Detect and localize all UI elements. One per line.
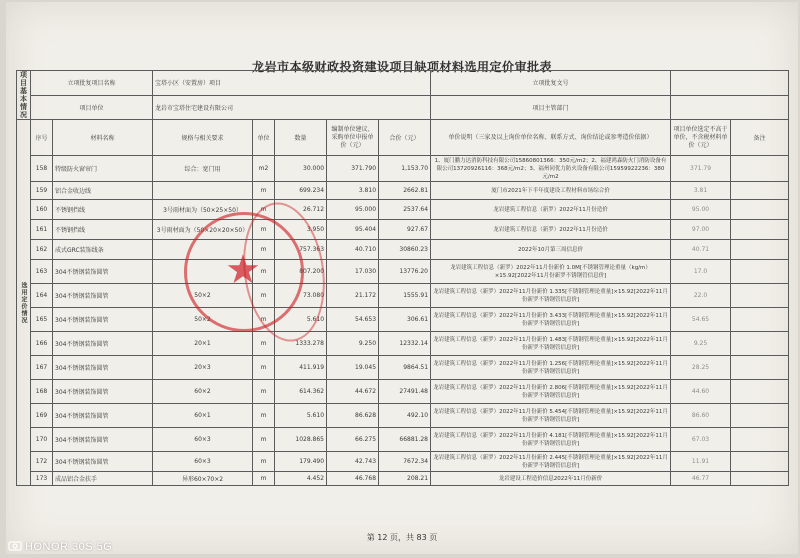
row-qty: 1028.865 bbox=[275, 428, 327, 452]
table-row bbox=[17, 240, 789, 260]
row-unit-price: 17.030 bbox=[327, 260, 379, 284]
row-spec: 异形60×70×2 bbox=[153, 472, 253, 486]
row-remark bbox=[731, 428, 789, 452]
row-price-source: 1、厦门鹏力达消防科技有限公司15860801366：350元/m2；2、福建鸿森防火门消防设备有限公司13720926116：368元/m2；3、福州同优力防火设备有限公司15959922236：380元/m2 bbox=[431, 156, 671, 182]
row-approved-price: 54.65 bbox=[671, 308, 731, 332]
row-seq: 163 bbox=[31, 260, 53, 284]
camera-watermark bbox=[8, 540, 112, 553]
row-seq: 164 bbox=[31, 284, 53, 308]
col-remark: 备注 bbox=[731, 120, 789, 156]
row-price-source: 2022年10月第三周信息价 bbox=[431, 240, 671, 260]
side-label-basic: 项目基本情况 bbox=[17, 71, 31, 120]
row-approved-price: 95.00 bbox=[671, 200, 731, 220]
row-total: 66881.28 bbox=[379, 428, 431, 452]
row-spec: 综合：宽门用 bbox=[153, 156, 253, 182]
row-material-name: 不锈钢挡线 bbox=[53, 200, 153, 220]
table-row bbox=[17, 260, 789, 284]
row-price-source: 龙岩建筑工程信息（新罗）2022年11月份新价 1.483[不锈钢管理论重量]×15.92[2022年11月份新罗不锈钢管信息价] bbox=[431, 332, 671, 356]
row-unit-price: 95.404 bbox=[327, 220, 379, 240]
row-qty: 5.610 bbox=[275, 404, 327, 428]
row-qty: 411.919 bbox=[275, 356, 327, 380]
row-unit: m bbox=[253, 284, 275, 308]
row-price-source: 龙岩建筑工程信息（新罗）2022年11月份新价 1.0M[不锈钢管理论重量（kg/m）×15.92[2022年11月份新罗不锈钢管信息价] bbox=[431, 260, 671, 284]
row-total: 27491.48 bbox=[379, 380, 431, 404]
row-material-name: 不锈钢挡线 bbox=[53, 220, 153, 240]
row-material-name: 304不锈钢装饰圆管 bbox=[53, 356, 153, 380]
row-spec: 60×1 bbox=[153, 404, 253, 428]
row-seq: 170 bbox=[31, 428, 53, 452]
row-seq: 161 bbox=[31, 220, 53, 240]
row-qty: 699.234 bbox=[275, 182, 327, 200]
table-row bbox=[17, 156, 789, 182]
row-material-name: 成品铝合金扶手 bbox=[53, 472, 153, 486]
row-total: 13776.20 bbox=[379, 260, 431, 284]
row-remark bbox=[731, 220, 789, 240]
row-total: 9864.51 bbox=[379, 356, 431, 380]
row-approved-price: 17.0 bbox=[671, 260, 731, 284]
row-approved-price: 11.91 bbox=[671, 452, 731, 472]
row-unit: m bbox=[253, 182, 275, 200]
row-total: 208.21 bbox=[379, 472, 431, 486]
row-unit-price: 86.628 bbox=[327, 404, 379, 428]
row-material-name: 304不锈钢装饰圆管 bbox=[53, 332, 153, 356]
row-spec bbox=[153, 182, 253, 200]
row-approved-price: 44.60 bbox=[671, 380, 731, 404]
row-unit: m bbox=[253, 308, 275, 332]
row-spec: 60×3 bbox=[153, 452, 253, 472]
row-qty: 3.950 bbox=[275, 220, 327, 240]
col-name: 材料名称 bbox=[53, 120, 153, 156]
page-indicator: 第 12 页，共 83 页 bbox=[366, 533, 438, 542]
row-spec: 50×2 bbox=[153, 308, 253, 332]
row-seq: 158 bbox=[31, 156, 53, 182]
row-material-name: 304不锈钢装饰圆管 bbox=[53, 428, 153, 452]
row-approved-price: 3.81 bbox=[671, 182, 731, 200]
col-approved: 项目单位选定不高于单价，不含税材料单价（元） bbox=[671, 120, 731, 156]
row-material-name: 铝合金收边线 bbox=[53, 182, 153, 200]
row-seq: 168 bbox=[31, 380, 53, 404]
row-total: 306.61 bbox=[379, 308, 431, 332]
row-remark bbox=[731, 200, 789, 220]
row-approved-price: 46.77 bbox=[671, 472, 731, 486]
row-total: 12332.14 bbox=[379, 332, 431, 356]
row-unit: m bbox=[253, 220, 275, 240]
row-price-source: 厦门市2021年下半年度建设工程材料市场综合价 bbox=[431, 182, 671, 200]
row-remark bbox=[731, 404, 789, 428]
row-unit: m bbox=[253, 356, 275, 380]
row-qty: 1333.278 bbox=[275, 332, 327, 356]
row-spec: 3号雨材面为（50×20×20×50） bbox=[153, 220, 253, 240]
row-unit: m bbox=[253, 200, 275, 220]
row-price-source: 龙岩建筑工程信息（新罗）2022年11月份新价 2.806[不锈钢管理论重量]×15.92[2022年11月份新罗不锈钢管信息价] bbox=[431, 380, 671, 404]
row-remark bbox=[731, 356, 789, 380]
col-spec: 规格与相关要求 bbox=[153, 120, 253, 156]
row-material-name: 304不锈钢装饰圆管 bbox=[53, 452, 153, 472]
table-row bbox=[17, 220, 789, 240]
row-price-source: 龙岩建筑工程信息（新罗）2022年11月份新价 1.256[不锈钢管理论重量]×15.92[2022年11月份新罗不锈钢管信息价] bbox=[431, 356, 671, 380]
row-qty: 757.363 bbox=[275, 240, 327, 260]
row-seq: 162 bbox=[31, 240, 53, 260]
row-approved-price: 28.25 bbox=[671, 356, 731, 380]
row-unit-price: 44.672 bbox=[327, 380, 379, 404]
col-unit: 单位 bbox=[253, 120, 275, 156]
row-unit-price: 40.710 bbox=[327, 240, 379, 260]
row-spec: 20×1 bbox=[153, 332, 253, 356]
col-qty: 数量 bbox=[275, 120, 327, 156]
row-unit-price: 371.790 bbox=[327, 156, 379, 182]
document-title: 龙岩市本级财政投资建设项目缺项材料选用定价审批表 bbox=[251, 60, 552, 74]
row-seq: 172 bbox=[31, 452, 53, 472]
row-qty: 807.200 bbox=[275, 260, 327, 284]
row-price-source: 龙岩建筑工程信息（新罗）2022年11月份造价 bbox=[431, 220, 671, 240]
row-approved-price: 40.71 bbox=[671, 240, 731, 260]
row-approved-price: 86.60 bbox=[671, 404, 731, 428]
row-total: 492.10 bbox=[379, 404, 431, 428]
row-remark bbox=[731, 182, 789, 200]
project-name-value: 宝塔小区（安置房）项目 bbox=[153, 71, 431, 96]
row-unit-price: 21.172 bbox=[327, 284, 379, 308]
row-unit: m bbox=[253, 404, 275, 428]
table-row bbox=[17, 472, 789, 486]
row-approved-price: 67.03 bbox=[671, 428, 731, 452]
table-row bbox=[17, 452, 789, 472]
row-remark bbox=[731, 284, 789, 308]
row-qty: 73.080 bbox=[275, 284, 327, 308]
row-approved-price: 22.0 bbox=[671, 284, 731, 308]
row-unit: m bbox=[253, 428, 275, 452]
table-row bbox=[17, 308, 789, 332]
watermark-text: HONOR 30S 5G bbox=[25, 541, 113, 553]
row-unit-price: 19.045 bbox=[327, 356, 379, 380]
row-price-source: 龙岩建筑工程信息（新罗）2022年11月份新价 5.454[不锈钢管理论重量]×15.92[2022年11月份新罗不锈钢管信息价] bbox=[431, 404, 671, 428]
row-remark bbox=[731, 260, 789, 284]
document-page bbox=[6, 2, 798, 554]
row-unit-price: 46.768 bbox=[327, 472, 379, 486]
row-spec: 60×3 bbox=[153, 428, 253, 452]
row-remark bbox=[731, 380, 789, 404]
camera-icon bbox=[8, 540, 22, 551]
row-remark bbox=[731, 452, 789, 472]
row-unit-price: 66.275 bbox=[327, 428, 379, 452]
row-total: 927.67 bbox=[379, 220, 431, 240]
row-unit: m2 bbox=[253, 156, 275, 182]
row-unit: m bbox=[253, 260, 275, 284]
row-qty: 26.712 bbox=[275, 200, 327, 220]
row-material-name: 304不锈钢装饰圆管 bbox=[53, 404, 153, 428]
row-approved-price: 371.79 bbox=[671, 156, 731, 182]
row-unit: m bbox=[253, 332, 275, 356]
row-price-source: 龙岩建设工程造价信息2022年11月份新价 bbox=[431, 472, 671, 486]
row-seq: 169 bbox=[31, 404, 53, 428]
table-row bbox=[17, 380, 789, 404]
row-unit: m bbox=[253, 452, 275, 472]
row-total: 2662.81 bbox=[379, 182, 431, 200]
row-unit-price: 3.810 bbox=[327, 182, 379, 200]
row-seq: 173 bbox=[31, 472, 53, 486]
row-qty: 614.362 bbox=[275, 380, 327, 404]
approval-table bbox=[16, 70, 789, 486]
row-total: 30860.23 bbox=[379, 240, 431, 260]
row-unit-price: 54.653 bbox=[327, 308, 379, 332]
row-unit: m bbox=[253, 472, 275, 486]
row-unit-price: 95.000 bbox=[327, 200, 379, 220]
row-approved-price: 9.25 bbox=[671, 332, 731, 356]
row-total: 1555.91 bbox=[379, 284, 431, 308]
row-total: 1,153.70 bbox=[379, 156, 431, 182]
row-unit: m bbox=[253, 380, 275, 404]
row-seq: 166 bbox=[31, 332, 53, 356]
dept-label: 项目主管部门 bbox=[431, 95, 671, 120]
row-seq: 165 bbox=[31, 308, 53, 332]
row-total: 2537.64 bbox=[379, 200, 431, 220]
row-material-name: 304不锈钢装饰圆管 bbox=[53, 308, 153, 332]
row-spec: 20×3 bbox=[153, 356, 253, 380]
row-price-source: 龙岩建筑工程信息（新罗）2022年11月份新价 3.433[不锈钢管理论重量]×15.92[2022年11月份新罗不锈钢管信息价] bbox=[431, 308, 671, 332]
row-spec: 3号雨材面为（50×25×50） bbox=[153, 200, 253, 220]
col-total: 合价（元） bbox=[379, 120, 431, 156]
row-price-source: 龙岩建筑工程信息（新罗）2022年11月份新价 2.445[不锈钢管理论重量]×15.92[2022年11月份新罗不锈钢管信息价] bbox=[431, 452, 671, 472]
col-unit-price: 编制单位建议、采购单位申报单价（元） bbox=[327, 120, 379, 156]
row-material-name: 304不锈钢装饰圆管 bbox=[53, 380, 153, 404]
row-qty: 4.452 bbox=[275, 472, 327, 486]
row-spec: 60×2 bbox=[153, 380, 253, 404]
row-remark bbox=[731, 156, 789, 182]
project-name-label: 立项批复项目名称 bbox=[31, 71, 153, 96]
row-remark bbox=[731, 472, 789, 486]
row-qty: 179.490 bbox=[275, 452, 327, 472]
row-remark bbox=[731, 308, 789, 332]
row-total: 7672.34 bbox=[379, 452, 431, 472]
row-unit-price: 9.250 bbox=[327, 332, 379, 356]
seal-star-icon: ★ bbox=[225, 247, 261, 293]
row-price-source: 龙岩建筑工程信息（新罗）2022年11月份造价 bbox=[431, 200, 671, 220]
row-qty: 5.610 bbox=[275, 308, 327, 332]
table-row bbox=[17, 182, 789, 200]
row-price-source: 龙岩建筑工程信息（新罗）2022年11月份新价 1.335[不锈钢管理论重量]×15.92[2022年11月份新罗不锈钢管信息价] bbox=[431, 284, 671, 308]
unit-value: 龙岩市宝塔住宅建设有限公司 bbox=[153, 95, 431, 120]
table-row bbox=[17, 356, 789, 380]
table-row bbox=[17, 332, 789, 356]
unit-label: 项目单位 bbox=[31, 95, 153, 120]
row-material-name: 304不锈钢装饰圆管 bbox=[53, 260, 153, 284]
side-label-pricing: 选用定价情况 bbox=[17, 120, 31, 486]
row-material-name: 成式GRC装饰线条 bbox=[53, 240, 153, 260]
row-remark bbox=[731, 332, 789, 356]
row-remark bbox=[731, 240, 789, 260]
row-unit: m bbox=[253, 240, 275, 260]
row-seq: 160 bbox=[31, 200, 53, 220]
table-row bbox=[17, 200, 789, 220]
row-spec: 50×2 bbox=[153, 284, 253, 308]
row-unit-price: 42.743 bbox=[327, 452, 379, 472]
table-row bbox=[17, 404, 789, 428]
row-seq: 167 bbox=[31, 356, 53, 380]
approval-label: 立项批复文号 bbox=[431, 71, 671, 96]
row-material-name: 304不锈钢装饰圆管 bbox=[53, 284, 153, 308]
row-seq: 159 bbox=[31, 182, 53, 200]
row-price-source: 龙岩建筑工程信息（新罗）2022年11月份新价 4.181[不锈钢管理论重量]×15.92[2022年11月份新罗不锈钢管信息价] bbox=[431, 428, 671, 452]
row-qty: 30.000 bbox=[275, 156, 327, 182]
row-approved-price: 97.00 bbox=[671, 220, 731, 240]
row-material-name: 特级防火窗帘门 bbox=[53, 156, 153, 182]
col-source: 单价说明（三家及以上询价单位名称、联系方式、询价结论或参考造价依据） bbox=[431, 120, 671, 156]
table-row bbox=[17, 428, 789, 452]
table-row bbox=[17, 284, 789, 308]
col-seq: 序号 bbox=[31, 120, 53, 156]
